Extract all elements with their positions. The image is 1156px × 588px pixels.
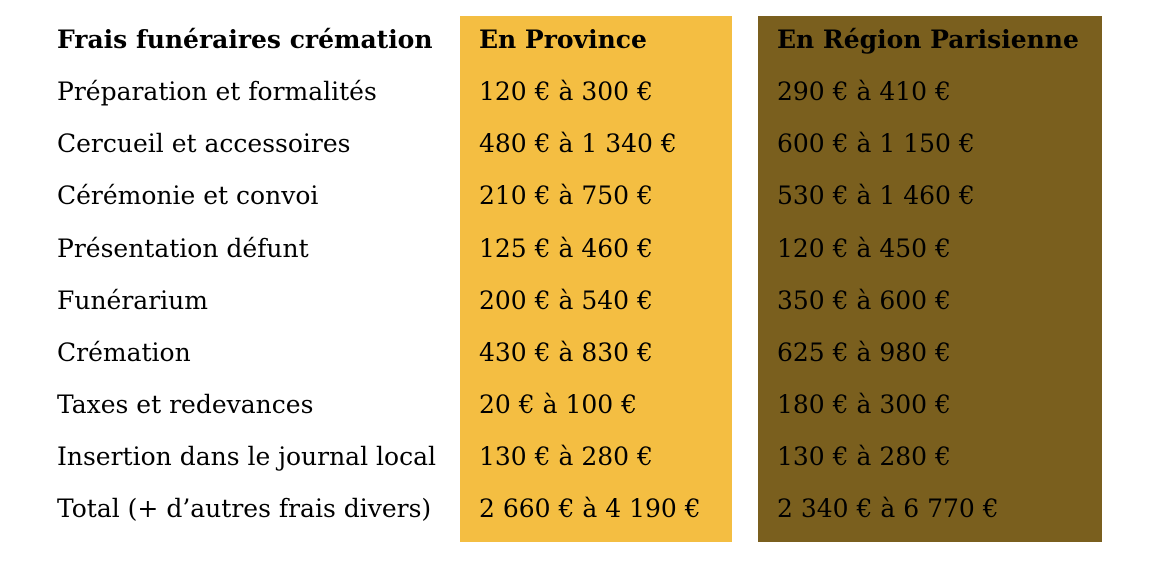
paris-cost: 350 € à 600 € bbox=[777, 286, 951, 315]
province-cost: 130 € à 280 € bbox=[479, 442, 653, 471]
header-category: Frais funéraires crémation bbox=[57, 25, 433, 54]
row-label: Insertion dans le journal local bbox=[57, 442, 436, 471]
paris-cost: 180 € à 300 € bbox=[777, 390, 951, 419]
paris-cost: 120 € à 450 € bbox=[777, 234, 951, 263]
province-cost: 20 € à 100 € bbox=[479, 390, 638, 419]
header-province: En Province bbox=[479, 25, 647, 54]
row-label: Préparation et formalités bbox=[57, 77, 377, 106]
row-label: Présentation défunt bbox=[57, 234, 309, 263]
row-label: Crémation bbox=[57, 338, 191, 367]
province-cost: 125 € à 460 € bbox=[479, 234, 653, 263]
total-label: Total (+ d’autres frais divers) bbox=[57, 494, 432, 523]
province-cost: 480 € à 1 340 € bbox=[479, 129, 677, 158]
paris-cost: 290 € à 410 € bbox=[777, 77, 951, 106]
paris-cost: 600 € à 1 150 € bbox=[777, 129, 975, 158]
province-cost: 120 € à 300 € bbox=[479, 77, 653, 106]
province-cost: 430 € à 830 € bbox=[479, 338, 653, 367]
row-label: Funérarium bbox=[57, 286, 208, 315]
row-label: Taxes et redevances bbox=[57, 390, 314, 419]
province-cost: 210 € à 750 € bbox=[479, 181, 653, 210]
paris-cost: 530 € à 1 460 € bbox=[777, 181, 975, 210]
row-label: Cercueil et accessoires bbox=[57, 129, 351, 158]
province-total: 2 660 € à 4 190 € bbox=[479, 494, 701, 523]
paris-cost: 130 € à 280 € bbox=[777, 442, 951, 471]
header-paris: En Région Parisienne bbox=[777, 25, 1079, 54]
paris-cost: 625 € à 980 € bbox=[777, 338, 951, 367]
province-cost: 200 € à 540 € bbox=[479, 286, 653, 315]
paris-total: 2 340 € à 6 770 € bbox=[777, 494, 999, 523]
row-label: Cérémonie et convoi bbox=[57, 181, 319, 210]
